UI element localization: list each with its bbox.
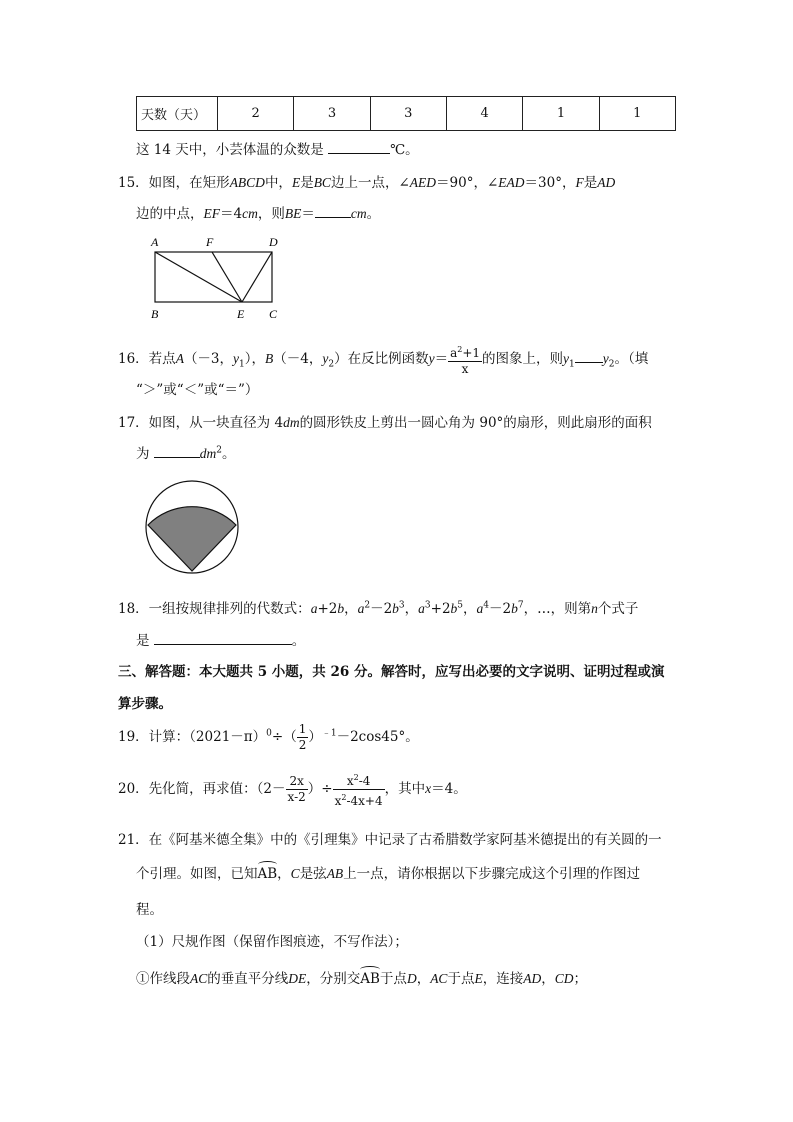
- arc-notation: AB: [360, 971, 380, 987]
- table-cell: 4: [446, 97, 522, 131]
- label-c: C: [269, 307, 278, 321]
- q18-line2: 是 。: [136, 629, 305, 649]
- answer-blank: [315, 203, 351, 218]
- table-cell: 1: [599, 97, 675, 131]
- rectangle-figure: [140, 232, 290, 324]
- section-heading-cont: 算步骤。: [118, 696, 172, 712]
- q17-line1: 17．如图，从一块直径为 4dm的圆形铁皮上剪出一圆心角为 90°的扇形，则此扇形的面积: [118, 415, 652, 431]
- label-b: B: [151, 307, 159, 321]
- q21-line3: 程。: [136, 902, 163, 918]
- q21-line5: ①作线段AC的垂直平分线DE，分别交 AB于点D，AC于点E，连接AD，CD；: [136, 967, 587, 987]
- q20: 20．先化简，再求值：（2－ $\frac{2x}{x-2}$ ）÷ $\frac{x^2-4}{x^2-4x+4}$ ，其中x＝4。: [118, 770, 467, 809]
- fraction: $\frac{x^2-4}{x^2-4x+4}$: [333, 770, 385, 809]
- q21-line4: （1）尺规作图（保留作图痕迹，不写作法）；: [136, 934, 408, 950]
- circle-sector-figure: [140, 475, 246, 581]
- q17-line2: 为 $dm^2$。: [136, 442, 236, 462]
- answer-blank: [154, 630, 292, 645]
- q21-line1: 21．在《阿基米德全集》中的《引理集》中记录了古希腊数学家阿基米德提出的有关圆的一: [118, 832, 662, 848]
- fraction: $\frac{a^2+1}{x}$: [448, 342, 482, 377]
- q15-line2: 边的中点，EF＝4cm，则BE＝ cm。: [136, 202, 380, 222]
- days-table: [136, 96, 676, 131]
- answer-blank: [575, 348, 603, 363]
- label-d: D: [269, 235, 278, 249]
- q15-line1: 15．如图，在矩形ABCD中，E是BC边上一点，∠AED＝90°，∠EAD＝30°，F是AD: [118, 175, 616, 191]
- table-cell: 3: [370, 97, 446, 131]
- label-a: A: [151, 235, 159, 249]
- arc-notation: AB: [258, 866, 278, 882]
- q21-line2: 个引理。如图，已知 AB，C是弦AB上一点，请你根据以下步骤完成这个引理的作图过: [136, 862, 640, 882]
- fraction: $\frac{2x}{x-2}$: [287, 774, 306, 804]
- q16-line1: 16．若点A（－3，$y_1$），B（－4，$y_2$）在反比例函数y＝ $\frac{a^2+1}{x}$ 的图象上，则$y_1$ $y_2$。（填: [118, 342, 648, 377]
- fraction: $\frac{1}{2}$: [298, 722, 307, 752]
- label-f: F: [206, 235, 214, 249]
- label-e: E: [237, 307, 245, 321]
- table-cell: 1: [523, 97, 599, 131]
- table-cell: 2: [218, 97, 294, 131]
- answer-blank: [154, 443, 200, 458]
- answer-blank: [328, 139, 390, 154]
- q19: 19．计算：$(2021-\pi)^0\div$（ $\frac{1}{2}$ ）$^{﹣1}$－2cos45°。: [118, 722, 419, 752]
- q18-line1: 18．一组按规律排列的代数式：a+2b，$a^2-2b^3$，$a^3+2b^5$，$a^4-2b^7$，…，则第n个式子: [118, 600, 639, 617]
- table-cell: 3: [294, 97, 370, 131]
- section-heading: 三、解答题：本大题共 5 小题，共 26 分。解答时，应写出必要的文字说明、证明过程或演: [118, 664, 665, 680]
- q14-tail: 这 14 天中，小芸体温的众数是 ℃。: [136, 138, 419, 158]
- table-row: [137, 97, 676, 131]
- q16-line2: “＞”或“＜”或“＝”）: [136, 382, 259, 398]
- table-header-cell: 天数（天）: [137, 97, 218, 131]
